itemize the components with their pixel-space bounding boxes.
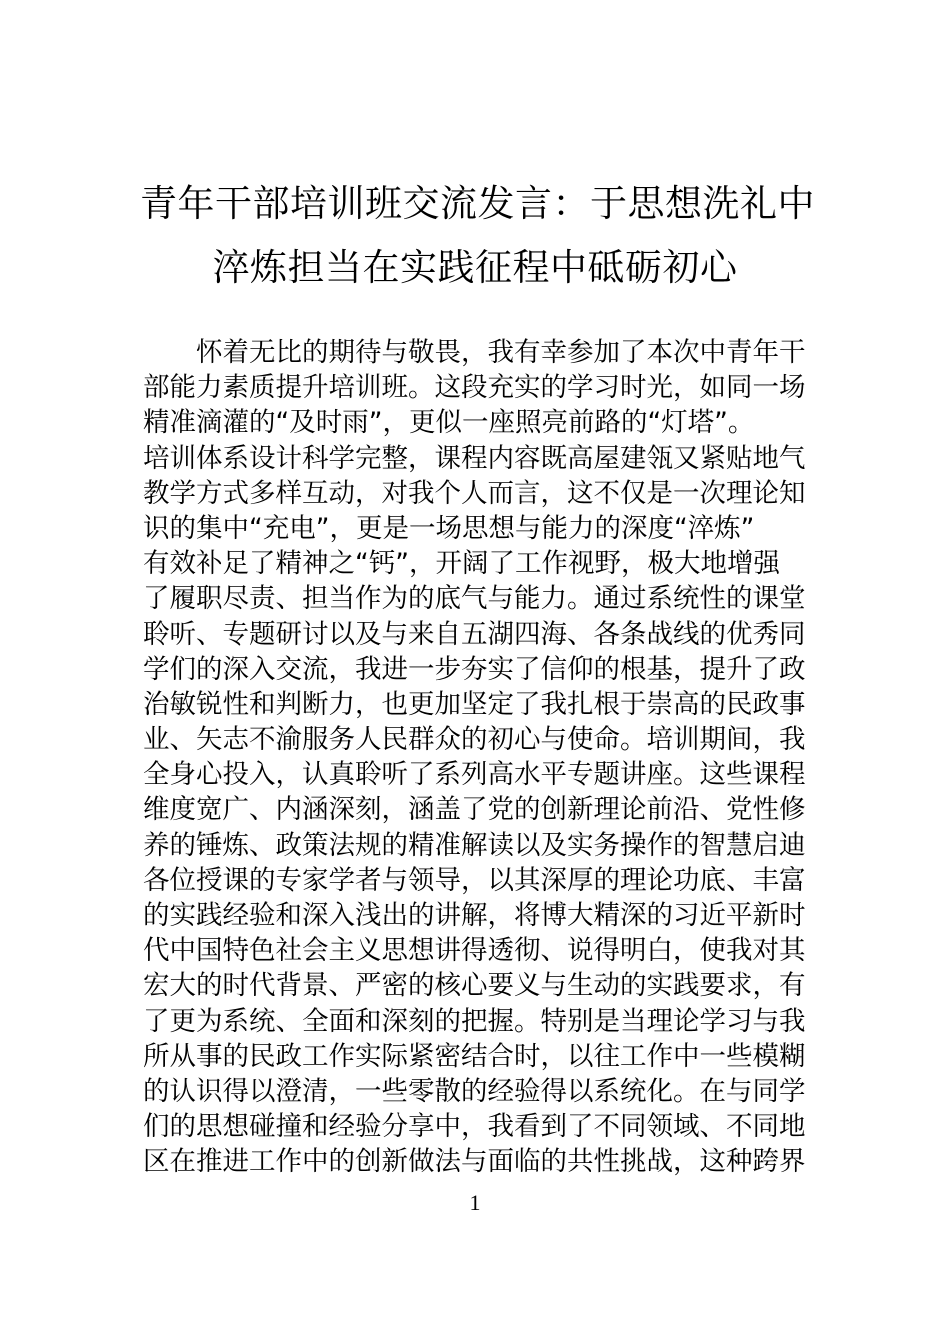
document-title: [140, 172, 815, 300]
body-line: 怀着无比的期待与敬畏，我有幸参加了本次中青年干: [196, 337, 806, 368]
body-line: 了更为系统、全面和深刻的把握。特别是当理论学习与我: [143, 1005, 806, 1037]
body-line: 培训体系设计科学完整，课程内容既高屋建瓴又紧贴地气: [143, 442, 806, 474]
body-line: 养的锤炼、政策法规的精准解读以及实务操作的智慧启迪: [143, 829, 806, 861]
body-line: 学们的深入交流，我进一步夯实了信仰的根基，提升了政: [143, 653, 806, 685]
body-line: 维度宽广、内涵深刻，涵盖了党的创新理论前沿、党性修: [143, 794, 806, 826]
body-line: 了履职尽责、担当作为的底气与能力。通过系统性的课堂: [143, 583, 806, 615]
body-line: 们的思想碰撞和经验分享中，我看到了不同领域、不同地: [143, 1111, 806, 1143]
body-line: 宏大的时代背景、严密的核心要义与生动的实践要求，有: [143, 970, 806, 1002]
body-line: 所从事的民政工作实际紧密结合时，以往工作中一些模糊: [143, 1040, 806, 1072]
body-line: 识的集中“充电”，更是一场思想与能力的深度“淬炼”: [143, 512, 755, 544]
body-line: 教学方式多样互动，对我个人而言，这不仅是一次理论知: [143, 477, 806, 509]
body-line: 各位授课的专家学者与领导，以其深厚的理论功底、丰富: [143, 864, 806, 896]
body-line: 的认识得以澄清，一些零散的经验得以系统化。在与同学: [143, 1075, 806, 1107]
body-line: 聆听、专题研讨以及与来自五湖四海、各条战线的优秀同: [143, 618, 806, 650]
body-line: 精准滴灌的“及时雨”，更似一座照亮前路的“灯塔”。: [143, 407, 755, 439]
body-line: 有效补足了精神之“钙”，开阔了工作视野，极大地增强: [143, 548, 780, 580]
title-line-2: 淬炼担当在实践征程中砥砺初心: [212, 246, 738, 289]
body-line: 全身心投入，认真聆听了系列高水平专题讲座。这些课程: [143, 759, 806, 791]
body-line: 部能力素质提升培训班。这段充实的学习时光，如同一场: [143, 372, 806, 404]
body-line: 代中国特色社会主义思想讲得透彻、说得明白，使我对其: [143, 935, 806, 967]
body-line: 业、矢志不渝服务人民群众的初心与使命。培训期间，我: [143, 724, 806, 756]
page-number: 1: [469, 1190, 481, 1215]
body-line: 区在推进工作中的创新做法与面临的共性挑战，这种跨界: [143, 1146, 806, 1178]
body-paragraph: [143, 335, 811, 1180]
body-line: 的实践经验和深入浅出的讲解，将博大精深的习近平新时: [143, 900, 806, 931]
title-line-1: 青年干部培训班交流发言：于思想洗礼中: [140, 182, 815, 225]
body-line: 治敏锐性和判断力，也更加坚定了我扎根于崇高的民政事: [143, 688, 806, 720]
